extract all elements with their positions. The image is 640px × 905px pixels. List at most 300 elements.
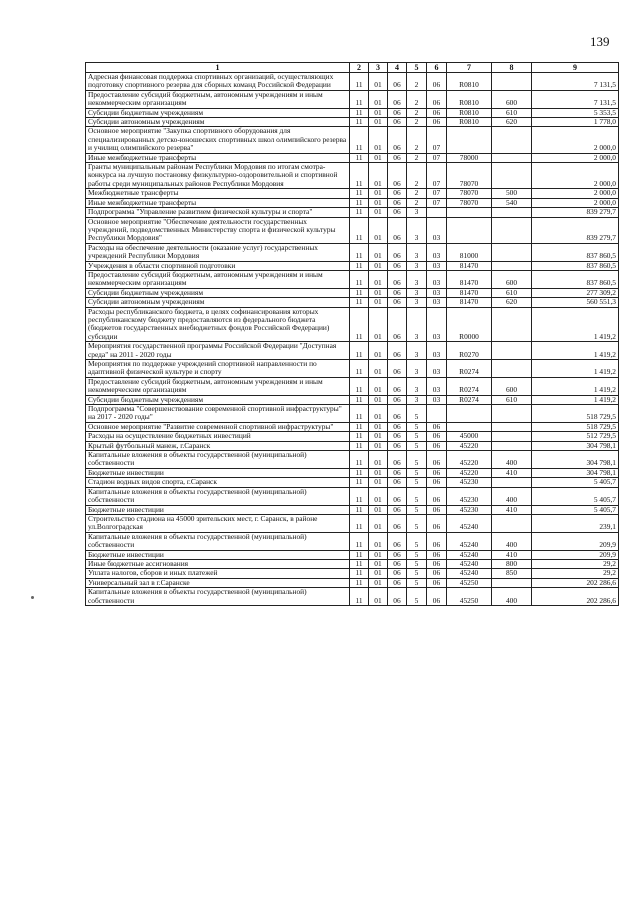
target-code-cell: 45220 (447, 451, 492, 469)
code-cell: 11 (350, 478, 369, 487)
code-cell: 06 (427, 422, 447, 431)
item-name-cell: Субсидии бюджетным учреждениям (86, 395, 350, 404)
code-cell: 11 (350, 163, 369, 189)
item-name-cell: Капитальные вложения в объекты государственной (муниципальной) собственности (86, 451, 350, 469)
code-cell: 01 (369, 478, 388, 487)
target-code-cell: R0810 (447, 118, 492, 127)
amount-cell: 202 286,6 (532, 578, 619, 587)
amount-cell: 837 860,5 (532, 243, 619, 261)
code-cell: 03 (427, 377, 447, 395)
code-cell: 11 (350, 422, 369, 431)
code-cell: 2 (407, 127, 427, 153)
code-cell: 01 (369, 153, 388, 162)
expense-type-cell: 620 (492, 118, 532, 127)
code-cell: 01 (369, 377, 388, 395)
expense-type-cell (492, 73, 532, 91)
amount-cell: 512 729,5 (532, 432, 619, 441)
item-name-cell: Мероприятия государственной программы Российской Федерации "Доступная среда" на 2011 - 2020 годы (86, 342, 350, 360)
code-cell: 2 (407, 73, 427, 91)
expense-type-cell (492, 163, 532, 189)
expense-type-cell (492, 405, 532, 423)
code-cell: 06 (427, 578, 447, 587)
expense-type-cell: 540 (492, 198, 532, 207)
code-cell: 5 (407, 468, 427, 477)
code-cell: 01 (369, 468, 388, 477)
expense-type-cell: 610 (492, 108, 532, 117)
item-name-cell: Основное мероприятие "Развитие современной спортивной инфраструктуры" (86, 422, 350, 431)
code-cell: 01 (369, 451, 388, 469)
code-cell: 5 (407, 478, 427, 487)
item-name-cell: Бюджетные инвестиции (86, 468, 350, 477)
code-cell: 11 (350, 153, 369, 162)
code-cell: 06 (388, 208, 407, 217)
expense-type-cell (492, 432, 532, 441)
item-name-cell: Стадион водных видов спорта, г.Саранск (86, 478, 350, 487)
target-code-cell (447, 405, 492, 423)
table-row (86, 377, 619, 395)
code-cell: 06 (388, 90, 407, 108)
code-cell: 01 (369, 127, 388, 153)
amount-cell: 1 419,2 (532, 360, 619, 378)
code-cell: 06 (388, 243, 407, 261)
code-cell: 11 (350, 578, 369, 587)
expense-type-cell (492, 578, 532, 587)
amount-cell: 518 729,5 (532, 422, 619, 431)
amount-cell: 209,9 (532, 532, 619, 550)
expense-type-cell: 400 (492, 532, 532, 550)
target-code-cell: 81470 (447, 298, 492, 307)
item-name-cell: Субсидии автономным учреждениям (86, 118, 350, 127)
code-cell: 06 (388, 505, 407, 514)
table-row (86, 73, 619, 91)
header-cell: 2 (350, 63, 369, 73)
table-row (86, 243, 619, 261)
header-cell: 3 (369, 63, 388, 73)
target-code-cell: R0274 (447, 377, 492, 395)
table-row (86, 270, 619, 288)
item-name-cell: Строительство стадиона на 45000 зрительских мест, г. Саранск, в районе ул.Волгоградская (86, 514, 350, 532)
code-cell: 06 (388, 441, 407, 450)
expense-type-cell (492, 514, 532, 532)
code-cell: 06 (388, 468, 407, 477)
item-name-cell: Уплата налогов, сборов и иных платежей (86, 569, 350, 578)
code-cell: 06 (427, 487, 447, 505)
code-cell: 11 (350, 243, 369, 261)
code-cell: 03 (427, 217, 447, 243)
item-name-cell: Адресная финансовая поддержка спортивных организаций, осуществляющих подготовку спортивного резерва для сборных команд Российской Федерации (86, 73, 350, 91)
target-code-cell: R0810 (447, 90, 492, 108)
code-cell: 01 (369, 578, 388, 587)
amount-cell: 839 279,7 (532, 217, 619, 243)
code-cell: 07 (427, 198, 447, 207)
code-cell: 5 (407, 532, 427, 550)
code-cell: 11 (350, 432, 369, 441)
expense-type-cell: 620 (492, 298, 532, 307)
code-cell: 2 (407, 90, 427, 108)
item-name-cell: Универсальный зал в г.Саранске (86, 578, 350, 587)
code-cell: 06 (388, 578, 407, 587)
item-name-cell: Бюджетные инвестиции (86, 550, 350, 559)
code-cell: 06 (427, 532, 447, 550)
code-cell: 06 (388, 569, 407, 578)
table-row (86, 307, 619, 342)
amount-cell: 277 309,2 (532, 288, 619, 297)
code-cell: 11 (350, 189, 369, 198)
code-cell: 06 (388, 588, 407, 606)
code-cell: 5 (407, 487, 427, 505)
item-name-cell: Субсидии автономным учреждениям (86, 298, 350, 307)
table-row (86, 217, 619, 243)
code-cell: 06 (427, 514, 447, 532)
code-cell: 06 (388, 377, 407, 395)
code-cell: 11 (350, 342, 369, 360)
code-cell: 5 (407, 569, 427, 578)
item-name-cell: Учреждения в области спортивной подготовки (86, 261, 350, 270)
item-name-cell: Иные межбюджетные трансферты (86, 198, 350, 207)
amount-cell: 1 419,2 (532, 342, 619, 360)
target-code-cell: 45240 (447, 550, 492, 559)
code-cell: 3 (407, 360, 427, 378)
item-name-cell: Основное мероприятие "Обеспечение деятельности государственных учреждений, подведомственных Министерству спорта и физической культуры Республики Мордовия" (86, 217, 350, 243)
amount-cell: 560 551,3 (532, 298, 619, 307)
code-cell: 11 (350, 395, 369, 404)
table-row (86, 451, 619, 469)
code-cell: 5 (407, 588, 427, 606)
table-row (86, 342, 619, 360)
code-cell: 01 (369, 432, 388, 441)
code-cell: 03 (427, 360, 447, 378)
header-cell: 8 (492, 63, 532, 73)
code-cell: 11 (350, 118, 369, 127)
code-cell: 2 (407, 198, 427, 207)
amount-cell: 7 131,5 (532, 73, 619, 91)
code-cell: 01 (369, 73, 388, 91)
code-cell: 11 (350, 298, 369, 307)
code-cell: 06 (388, 422, 407, 431)
code-cell (427, 405, 447, 423)
target-code-cell (447, 217, 492, 243)
code-cell: 01 (369, 208, 388, 217)
code-cell: 06 (427, 505, 447, 514)
table-row (86, 487, 619, 505)
code-cell: 01 (369, 90, 388, 108)
code-cell: 01 (369, 163, 388, 189)
target-code-cell: 81470 (447, 261, 492, 270)
code-cell: 06 (388, 217, 407, 243)
code-cell: 06 (388, 270, 407, 288)
item-name-cell: Расходы на обеспечение деятельности (оказание услуг) государственных учреждений Республики Мордовия (86, 243, 350, 261)
amount-cell: 304 798,1 (532, 468, 619, 477)
code-cell: 03 (427, 298, 447, 307)
expense-type-cell (492, 307, 532, 342)
code-cell: 06 (388, 261, 407, 270)
expense-type-cell: 800 (492, 559, 532, 568)
target-code-cell: 78070 (447, 198, 492, 207)
code-cell: 07 (427, 163, 447, 189)
code-cell: 11 (350, 559, 369, 568)
code-cell: 06 (427, 90, 447, 108)
code-cell: 5 (407, 432, 427, 441)
item-name-cell: Подпрограмма "Управление развитием физической культуры и спорта" (86, 208, 350, 217)
amount-cell: 1 778,0 (532, 118, 619, 127)
code-cell: 01 (369, 360, 388, 378)
target-code-cell: 78000 (447, 153, 492, 162)
table-row (86, 478, 619, 487)
target-code-cell: 81000 (447, 243, 492, 261)
code-cell: 06 (427, 451, 447, 469)
amount-cell: 1 419,2 (532, 307, 619, 342)
table-row (86, 432, 619, 441)
item-name-cell: Капитальные вложения в объекты государственной (муниципальной) собственности (86, 487, 350, 505)
amount-cell: 29,2 (532, 569, 619, 578)
code-cell: 2 (407, 108, 427, 117)
target-code-cell: 45230 (447, 505, 492, 514)
code-cell: 5 (407, 514, 427, 532)
code-cell: 11 (350, 451, 369, 469)
target-code-cell: 78070 (447, 189, 492, 198)
amount-cell: 5 405,7 (532, 478, 619, 487)
code-cell: 01 (369, 217, 388, 243)
amount-cell: 1 419,2 (532, 377, 619, 395)
header-row (86, 63, 619, 73)
code-cell: 06 (388, 307, 407, 342)
expense-type-cell (492, 360, 532, 378)
header-cell: 4 (388, 63, 407, 73)
header-cell: 5 (407, 63, 427, 73)
expense-type-cell: 600 (492, 270, 532, 288)
expense-type-cell: 400 (492, 451, 532, 469)
target-code-cell: 81470 (447, 270, 492, 288)
target-code-cell: 45250 (447, 578, 492, 587)
code-cell: 06 (427, 550, 447, 559)
table-row (86, 514, 619, 532)
code-cell: 06 (427, 478, 447, 487)
code-cell: 03 (427, 288, 447, 297)
code-cell: 5 (407, 559, 427, 568)
code-cell: 01 (369, 261, 388, 270)
target-code-cell: R0270 (447, 342, 492, 360)
code-cell: 11 (350, 487, 369, 505)
code-cell: 03 (427, 270, 447, 288)
code-cell: 06 (388, 395, 407, 404)
code-cell: 11 (350, 270, 369, 288)
amount-cell: 5 405,7 (532, 487, 619, 505)
code-cell: 06 (388, 451, 407, 469)
expense-type-cell: 600 (492, 377, 532, 395)
header-cell: 9 (532, 63, 619, 73)
code-cell: 06 (388, 487, 407, 505)
expense-type-cell (492, 478, 532, 487)
target-code-cell: R0810 (447, 108, 492, 117)
code-cell: 06 (388, 163, 407, 189)
target-code-cell: 45240 (447, 532, 492, 550)
code-cell: 2 (407, 189, 427, 198)
amount-cell: 239,1 (532, 514, 619, 532)
code-cell: 06 (427, 432, 447, 441)
code-cell: 01 (369, 108, 388, 117)
target-code-cell: R0000 (447, 307, 492, 342)
code-cell: 5 (407, 441, 427, 450)
code-cell: 07 (427, 189, 447, 198)
table-row (86, 189, 619, 198)
code-cell: 06 (388, 189, 407, 198)
code-cell: 01 (369, 514, 388, 532)
table-row (86, 360, 619, 378)
table-row (86, 163, 619, 189)
code-cell: 01 (369, 307, 388, 342)
target-code-cell: 45220 (447, 441, 492, 450)
code-cell: 06 (388, 153, 407, 162)
code-cell: 01 (369, 441, 388, 450)
target-code-cell: 45250 (447, 588, 492, 606)
code-cell: 11 (350, 90, 369, 108)
item-name-cell: Основное мероприятие "Закупка спортивного оборудования для специализированных детско-юношеских спортивных школ олимпийского резерва и училищ олимпийского резерва" (86, 127, 350, 153)
item-name-cell: Мероприятия по поддержке учреждений спортивной направленности по адаптивной физической культуре и спорту (86, 360, 350, 378)
table-row (86, 90, 619, 108)
item-name-cell: Иные бюджетные ассигнования (86, 559, 350, 568)
code-cell: 5 (407, 451, 427, 469)
code-cell: 11 (350, 514, 369, 532)
code-cell: 11 (350, 505, 369, 514)
item-name-cell: Предоставление субсидий бюджетным, автономным учреждениям и иным некоммерческим организациям (86, 377, 350, 395)
amount-cell: 209,9 (532, 550, 619, 559)
item-name-cell: Гранты муниципальным районам Республики Мордовия по итогам смотра-конкурса на лучшую постановку физкультурно-оздоровительной и спортивной работы среди муниципальных районов Республики Мордовия (86, 163, 350, 189)
code-cell: 3 (407, 377, 427, 395)
code-cell: 06 (388, 532, 407, 550)
code-cell: 06 (388, 73, 407, 91)
code-cell: 11 (350, 532, 369, 550)
header-cell: 1 (86, 63, 350, 73)
target-code-cell: 45000 (447, 432, 492, 441)
code-cell: 01 (369, 243, 388, 261)
target-code-cell: 45230 (447, 487, 492, 505)
code-cell: 3 (407, 270, 427, 288)
code-cell: 11 (350, 588, 369, 606)
budget-table (85, 62, 619, 606)
code-cell: 01 (369, 532, 388, 550)
amount-cell: 839 279,7 (532, 208, 619, 217)
code-cell: 11 (350, 198, 369, 207)
target-code-cell: 81470 (447, 288, 492, 297)
code-cell: 01 (369, 550, 388, 559)
amount-cell: 1 419,2 (532, 395, 619, 404)
code-cell: 06 (388, 559, 407, 568)
code-cell: 11 (350, 208, 369, 217)
code-cell: 01 (369, 559, 388, 568)
code-cell: 06 (388, 108, 407, 117)
item-name-cell: Расходы на осуществление бюджетных инвестиций (86, 432, 350, 441)
expense-type-cell: 610 (492, 395, 532, 404)
target-code-cell: 45240 (447, 569, 492, 578)
code-cell: 3 (407, 208, 427, 217)
expense-type-cell (492, 342, 532, 360)
amount-cell: 837 860,5 (532, 261, 619, 270)
code-cell: 01 (369, 198, 388, 207)
target-code-cell: 45240 (447, 514, 492, 532)
code-cell: 11 (350, 405, 369, 423)
code-cell: 06 (388, 478, 407, 487)
code-cell (427, 208, 447, 217)
item-name-cell: Расходы республиканского бюджета, в целях софинансирования которых республиканскому бюджету предоставляются из федерального бюджета (бюджетов государственных внебюджетных фондов Российской Федерации) субсидии (86, 307, 350, 342)
expense-type-cell (492, 243, 532, 261)
item-name-cell: Подпрограмма "Совершенствование современной спортивной инфраструктуры" на 2017 - 2020 годы" (86, 405, 350, 423)
code-cell: 5 (407, 505, 427, 514)
code-cell: 11 (350, 569, 369, 578)
code-cell: 03 (427, 395, 447, 404)
amount-cell: 29,2 (532, 559, 619, 568)
code-cell: 03 (427, 261, 447, 270)
code-cell: 11 (350, 468, 369, 477)
target-code-cell: 45240 (447, 559, 492, 568)
code-cell: 01 (369, 588, 388, 606)
code-cell: 01 (369, 405, 388, 423)
item-name-cell: Капитальные вложения в объекты государственной (муниципальной) собственности (86, 588, 350, 606)
table-row (86, 588, 619, 606)
expense-type-cell: 610 (492, 288, 532, 297)
amount-cell: 2 000,0 (532, 127, 619, 153)
code-cell: 3 (407, 298, 427, 307)
code-cell: 11 (350, 217, 369, 243)
scan-dot (31, 596, 34, 599)
code-cell: 06 (388, 360, 407, 378)
code-cell: 3 (407, 288, 427, 297)
code-cell: 01 (369, 189, 388, 198)
item-name-cell: Иные межбюджетные трансферты (86, 153, 350, 162)
expense-type-cell (492, 422, 532, 431)
header-cell: 7 (447, 63, 492, 73)
table-row (86, 298, 619, 307)
table-row (86, 208, 619, 217)
code-cell: 11 (350, 73, 369, 91)
expense-type-cell (492, 217, 532, 243)
code-cell: 03 (427, 307, 447, 342)
code-cell: 01 (369, 395, 388, 404)
expense-type-cell: 600 (492, 90, 532, 108)
target-code-cell: R0810 (447, 73, 492, 91)
code-cell: 06 (427, 468, 447, 477)
code-cell: 03 (427, 243, 447, 261)
code-cell: 06 (388, 127, 407, 153)
code-cell: 01 (369, 118, 388, 127)
code-cell: 06 (427, 569, 447, 578)
code-cell: 5 (407, 405, 427, 423)
expense-type-cell: 410 (492, 550, 532, 559)
item-name-cell: Предоставление субсидий бюджетным, автономным учреждениям и иным некоммерческим организациям (86, 270, 350, 288)
code-cell: 01 (369, 569, 388, 578)
expense-type-cell: 850 (492, 569, 532, 578)
code-cell: 5 (407, 422, 427, 431)
expense-type-cell (492, 153, 532, 162)
code-cell: 11 (350, 441, 369, 450)
code-cell: 06 (427, 559, 447, 568)
expense-type-cell: 400 (492, 588, 532, 606)
code-cell: 11 (350, 360, 369, 378)
amount-cell: 5 353,5 (532, 108, 619, 117)
item-name-cell: Крытый футбольный манеж, г.Саранск (86, 441, 350, 450)
code-cell: 3 (407, 243, 427, 261)
code-cell: 06 (427, 588, 447, 606)
target-code-cell (447, 127, 492, 153)
table-row (86, 532, 619, 550)
code-cell: 01 (369, 505, 388, 514)
amount-cell: 2 000,0 (532, 198, 619, 207)
expense-type-cell: 410 (492, 505, 532, 514)
code-cell: 01 (369, 342, 388, 360)
expense-type-cell: 410 (492, 468, 532, 477)
code-cell: 06 (388, 342, 407, 360)
code-cell: 11 (350, 127, 369, 153)
item-name-cell: Бюджетные инвестиции (86, 505, 350, 514)
